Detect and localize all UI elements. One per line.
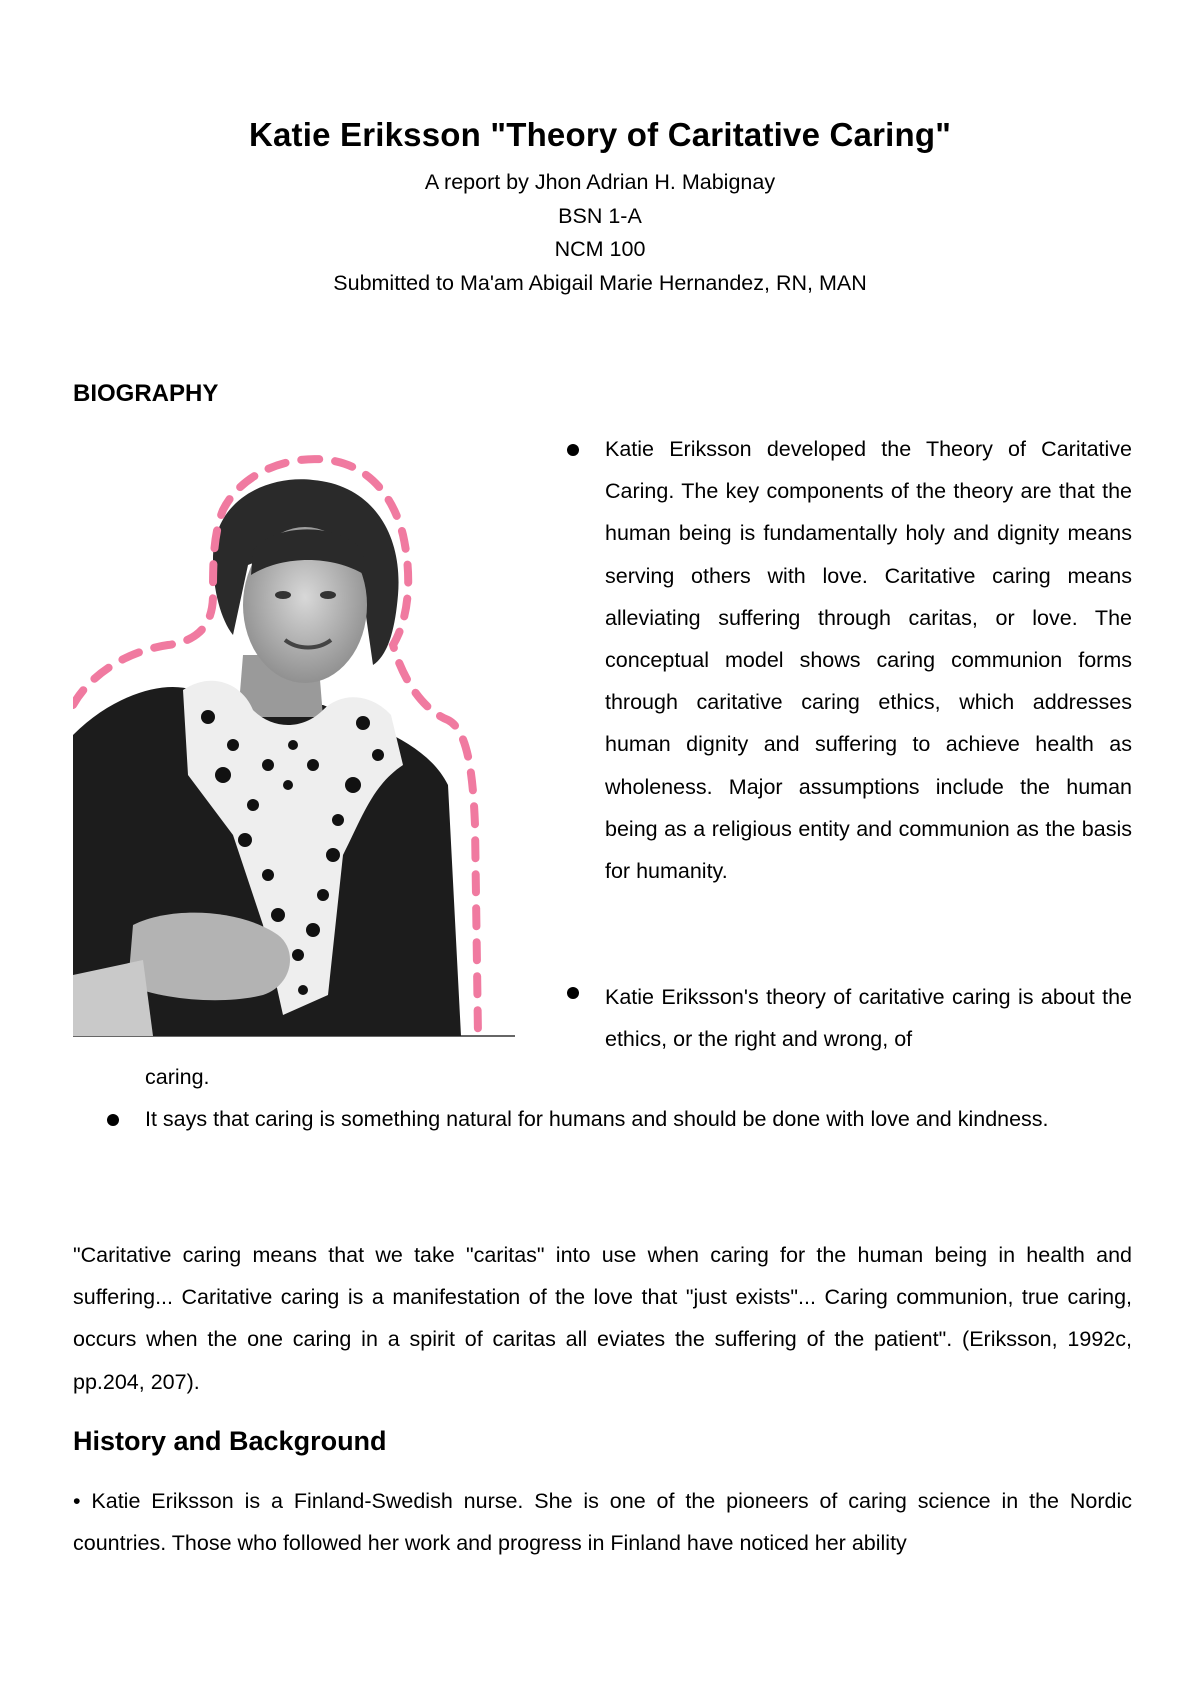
history-heading: History and Background	[73, 1426, 387, 1456]
biography-right-column	[605, 428, 1132, 1060]
section-line: BSN 1-A	[558, 203, 642, 228]
biography-bullet-3: It says that caring is something natural for humans and should be done with love and kindness.	[145, 1107, 1049, 1131]
eriksson-quote: "Caritative caring means that we take "caritas" into use when caring for the human being in health and suffering... Caritative caring is a manifestation of the love that "just exists"... Caring communion, true caring, occurs when the one caring in a spirit of caritas all eviates the suffering of the patient". (Eriksson, 1992c, pp.204, 207).	[73, 1243, 1132, 1394]
document-title: Katie Eriksson "Theory of Caritative Caring"	[248, 116, 952, 153]
biography-bullet-2-continuation: caring.	[145, 1065, 210, 1089]
submitted-to-line: Submitted to Ma'am Abigail Marie Hernandez, RN, MAN	[333, 270, 867, 295]
bullet-marker	[567, 987, 579, 999]
biography-heading: BIOGRAPHY	[73, 380, 219, 407]
course-line: NCM 100	[554, 237, 646, 261]
author-line: A report by Jhon Adrian H. Mabignay	[424, 170, 776, 194]
biography-bullet-1: Katie Eriksson developed the Theory of Caritative Caring. The key components of the theory are that the human being is fundamentally holy and dignity means serving others with love. Caritative caring means alleviating suffering through caritas, or love. The conceptual model shows caring communion forms through caritative caring ethics, which addresses human dignity and suffering to achieve health as wholeness. Major assumptions include the human being as a religious entity and communion as the basis for humanity.	[605, 437, 1132, 884]
bullet-marker	[107, 1114, 119, 1126]
portrait-photo	[73, 455, 515, 1037]
title-block	[0, 166, 1200, 300]
biography-bullet-2: Katie Eriksson's theory of caritative caring is about the ethics, or the right and wrong, of	[605, 985, 1132, 1052]
history-paragraph: • Katie Eriksson is a Finland-Swedish nurse. She is one of the pioneers of caring science in the Nordic countries. Those who followed her work and progress in Finland have noticed her ability	[73, 1489, 1132, 1556]
bullet-marker	[567, 444, 579, 456]
